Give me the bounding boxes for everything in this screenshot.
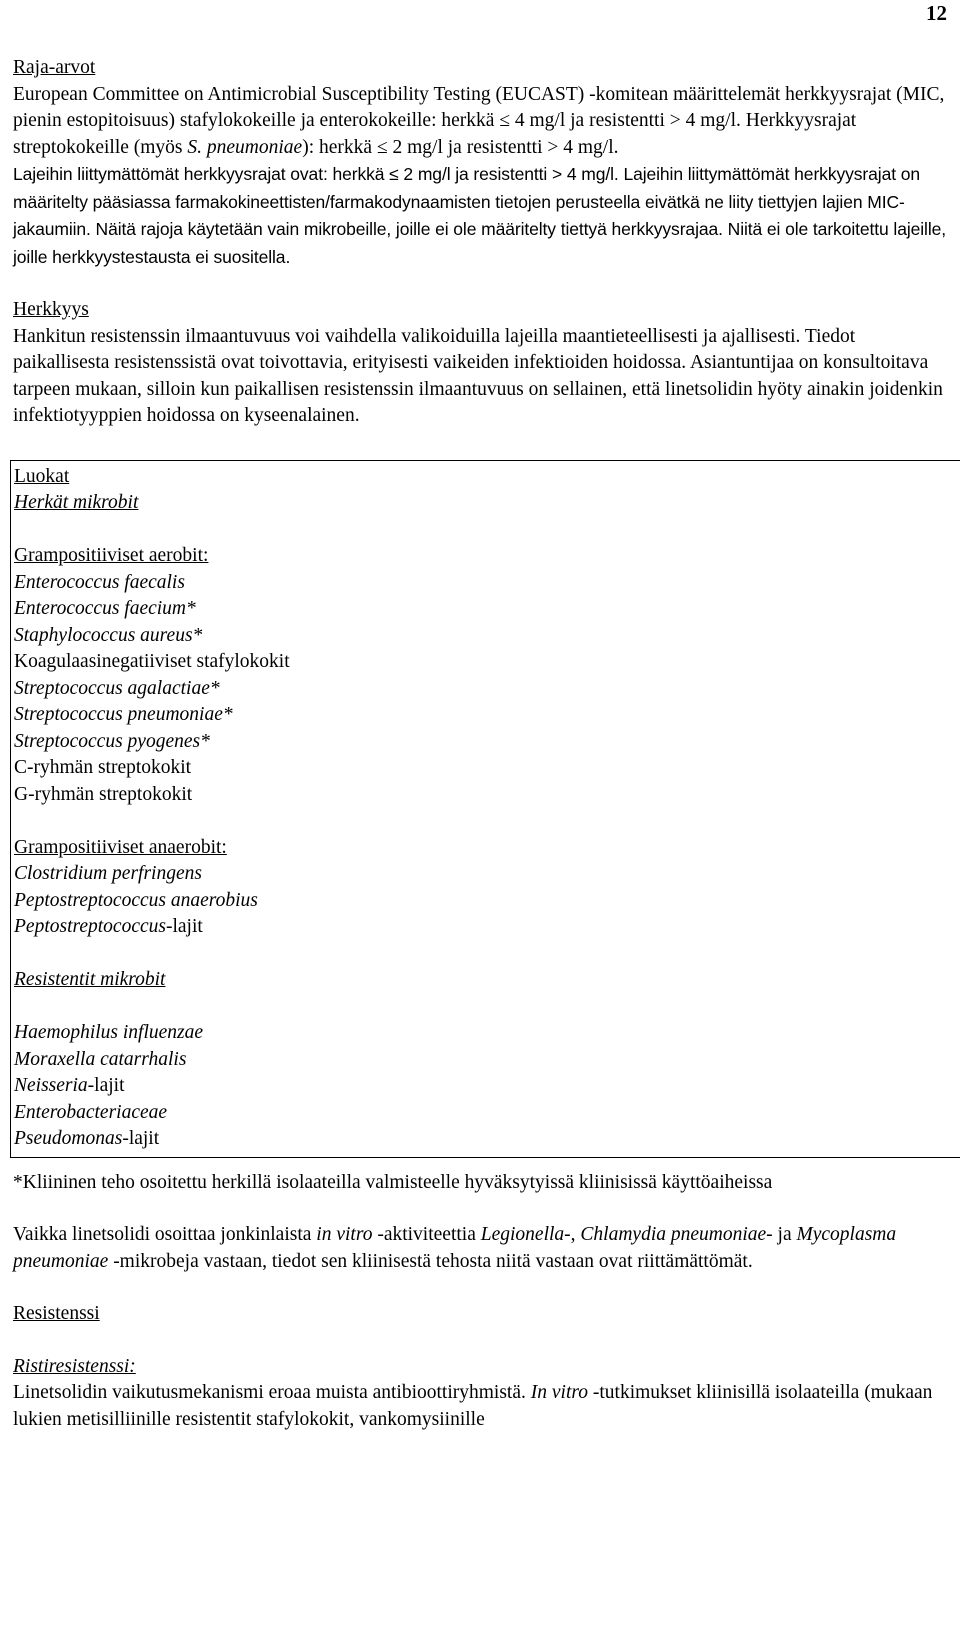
raja-heading: Raja-arvot <box>13 57 96 78</box>
ristiresistenssi-paragraph: Linetsolidin vaikutusmekanismi eroaa muista antibioottiryhmistä. In vitro -tutkimukset kliinisillä isolaateilla (mukaan lukien metisilliinille resistentit stafylokokit, vankomysiinille <box>13 1382 933 1430</box>
anaerobes-list <box>14 861 960 941</box>
organism-item: Streptococcus agalactiae* <box>14 677 220 699</box>
organism-item: Peptostreptococcus anaerobius <box>14 889 258 911</box>
page-number: 12 <box>926 1 947 25</box>
vaikka-paragraph: Vaikka linetsolidi osoittaa jonkinlaista in vitro -aktiviteettia Legionella-, Chlamydia pneumoniae- ja Mycoplasma pneumoniae -mikrobeja vastaan, tiedot sen kliinisestä tehosta niitä vastaan ovat riittämättömät. <box>13 1224 897 1272</box>
raja-paragraph-2: Lajeihin liittymättömät herkkyysrajat ovat: herkkä ≤ 2 mg/l ja resistentti > 4 mg/l. Lajeihin liittymättömät herkkyysrajat on määritelty pääsiassa farmakokineettisten/farmakodynaamisten tietojen perusteella eivätkä ne liity tiettyjen lajien MIC-jakaumiin. Näitä rajoja käytetään vain mikrobeille, joille ei ole määritelty tiettyä herkkyysrajaa. Niitä ei ole tarkoitettu lajeille, joille herkkyystestausta ei suositella. <box>13 164 947 267</box>
organism-item: G-ryhmän streptokokit <box>14 783 193 805</box>
organism-item: Streptococcus pneumoniae* <box>14 704 233 725</box>
document-body <box>13 55 948 1433</box>
box-title: Luokat <box>14 465 70 487</box>
herkkyys-paragraph: Hankitun resistenssin ilmaantuvuus voi vaihdella valikoiduilla lajeilla maantieteellisesti ja ajallisesti. Tiedot paikallisesta resistenssistä ovat toivottavia, erityisesti vaikeiden infektioiden hoidossa. Asiantuntijaa on konsultoitava tarpeen mukaan, silloin kun paikallisen resistenssin ilmaantuvuus on sellainen, että linetsolidin hyöty ainakin joidenkin infektiotyyppien hoidossa on kyseenalainen. <box>13 325 943 426</box>
organism-item: Enterococcus faecium* <box>14 598 196 619</box>
ristiresistenssi-heading: Ristiresistenssi: <box>13 1355 136 1377</box>
organism-item: Peptostreptococcus-lajit <box>14 916 203 937</box>
organism-item: Streptococcus pyogenes* <box>14 730 210 752</box>
organism-item: Staphylococcus aureus* <box>14 624 203 646</box>
gram-pos-aerobes-heading: Grampositiiviset aerobit: <box>14 545 209 566</box>
classification-box <box>10 460 960 1158</box>
organism-item: Neisseria-lajit <box>14 1075 125 1096</box>
susceptible-heading: Herkät mikrobit <box>14 492 139 513</box>
footnote: *Kliininen teho osoitettu herkillä isolaateilla valmisteelle hyväksytyissä kliinisissä käyttöaiheissa <box>13 1171 773 1193</box>
gram-pos-anaerobes-heading: Grampositiiviset anaerobit: <box>14 836 227 858</box>
resistant-list <box>14 1020 960 1153</box>
organism-item: Haemophilus influenzae <box>14 1022 204 1043</box>
organism-item: Pseudomonas-lajit <box>14 1128 160 1149</box>
herkkyys-heading: Herkkyys <box>13 299 89 320</box>
organism-item: Enterobacteriaceae <box>14 1101 168 1123</box>
organism-item: C-ryhmän streptokokit <box>14 757 192 778</box>
organism-item: Koagulaasinegatiiviset stafylokokit <box>14 651 290 672</box>
organism-item: Moraxella catarrhalis <box>14 1048 187 1070</box>
raja-paragraph-1: European Committee on Antimicrobial Susceptibility Testing (EUCAST) -komitean määrittelemät herkkyysrajat (MIC, pienin estopitoisuus) stafylokokeille ja enterokokeille: herkkä ≤ 4 mg/l ja resistentti > 4 mg/l. Herkkyysrajat streptokokeille (myös S. pneumoniae): herkkä ≤ 2 mg/l ja resistentti > 4 mg/l. <box>13 83 945 158</box>
resistenssi-heading: Resistenssi <box>13 1303 100 1324</box>
organism-item: Enterococcus faecalis <box>14 571 185 593</box>
resistant-heading: Resistentit mikrobit <box>14 969 166 990</box>
organism-item: Clostridium perfringens <box>14 863 202 884</box>
aerobes-list <box>14 570 960 809</box>
